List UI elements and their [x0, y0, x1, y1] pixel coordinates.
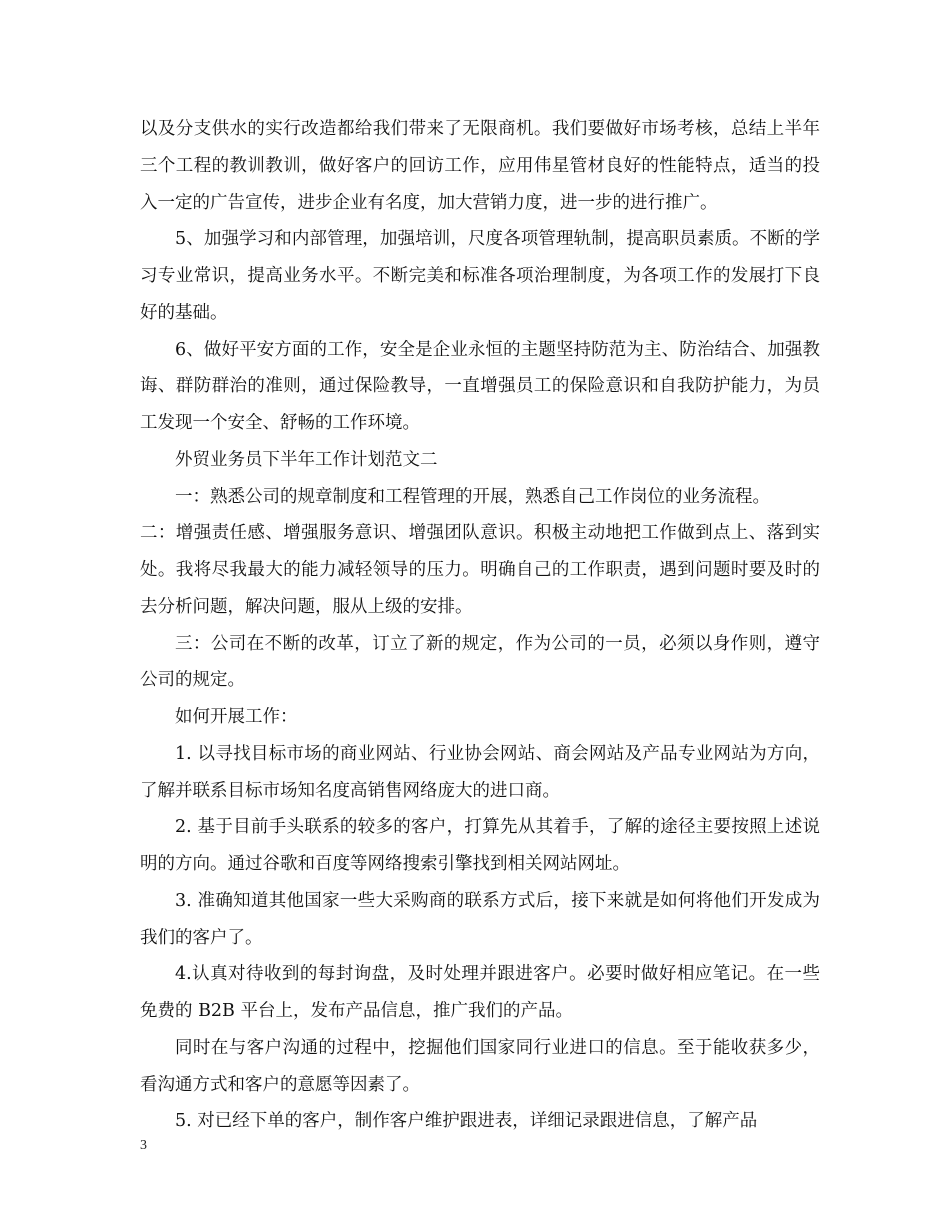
paragraph-communication: 同时在与客户沟通的过程中，挖掘他们国家同行业进口的信息。至于能收获多少，看沟通方式和客户的意愿等因素了。	[140, 1037, 820, 1095]
list-item-4: 4.认真对待收到的每封询盘，及时处理并跟进客户。必要时做好相应笔记。在一些免费的 B2B 平台上，发布产品信息，推广我们的产品。	[140, 964, 820, 1021]
subheading-how-to-work: 如何开展工作：	[175, 707, 298, 727]
paragraph-continuation: 以及分支供水的实行改造都给我们带来了无限商机。我们要做好市场考核，总结上半年三个工程的教训教训，做好客户的回访工作，应用伟星管材良好的性能特点，适当的投入一定的广告宣传，进步企业有名度，加大营销力度，进一步的进行推广。	[140, 119, 820, 213]
body-text	[140, 111, 820, 1140]
list-item-3: 3. 准确知道其他国家一些大采购商的联系方式后，接下来就是如何将他们开发成为我们的客户了。	[140, 890, 820, 948]
section-heading: 外贸业务员下半年工作计划范文二	[175, 449, 438, 470]
paragraph-point-one: 一：熟悉公司的规章制度和工程管理的开展，熟悉自己工作岗位的业务流程。	[175, 486, 770, 507]
paragraph-point-three: 三：公司在不断的改革，订立了新的规定，作为公司的一员，必须以身作则，遵守公司的规定。	[140, 633, 820, 691]
paragraph-item-5: 5、加强学习和内部管理，加强培训，尺度各项管理轨制，提高职员素质。不断的学习专业常识，提高业务水平。不断完美和标准各项治理制度，为各项工作的发展打下良好的基础。	[140, 229, 820, 323]
list-item-1: 1. 以寻找目标市场的商业网站、行业协会网站、商会网站及产品专业网站为方向，了解并联系目标市场知名度高销售网络庞大的进口商。	[140, 743, 820, 801]
list-item-2: 2. 基于目前手头联系的较多的客户，打算先从其着手，了解的途径主要按照上述说明的方向。通过谷歌和百度等网络搜索引擎找到相关网站网址。	[140, 817, 820, 874]
paragraph-point-two: 二：增强责任感、增强服务意识、增强团队意识。积极主动地把工作做到点上、落到实处。我将尽我最大的能力减轻领导的压力。明确自己的工作职责，遇到问题时要及时的去分析问题，解决问题，服从上级的安排。	[140, 523, 820, 617]
list-item-5: 5. 对已经下单的客户，制作客户维护跟进表，详细记录跟进信息，了解产品	[175, 1111, 758, 1132]
paragraph-item-6: 6、做好平安方面的工作，安全是企业永恒的主题坚持防范为主、防治结合、加强教诲、群防群治的准则，通过保险教导，一直增强员工的保险意识和自我防护能力，为员工发现一个安全、舒畅的工作环境。	[140, 339, 820, 433]
page-number: 3	[140, 1138, 147, 1153]
